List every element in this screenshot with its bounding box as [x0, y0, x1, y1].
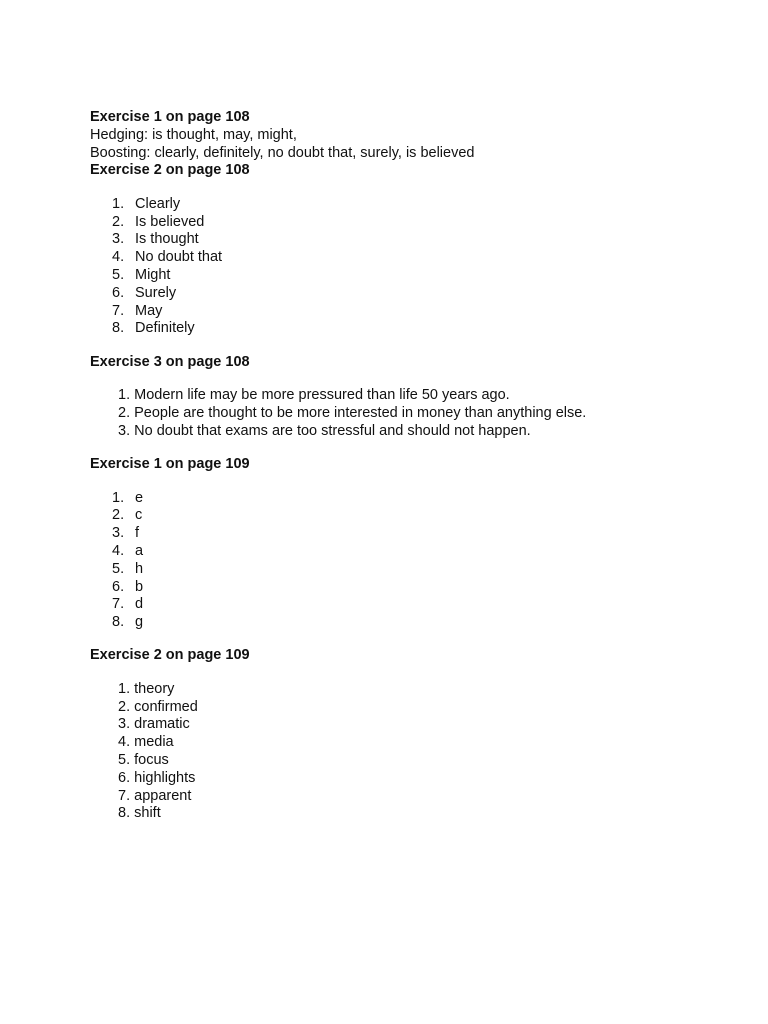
section-heading: Exercise 2 on page 108: [90, 162, 250, 179]
list-item: 8. Definitely: [112, 320, 195, 337]
list-item: 8. g: [112, 614, 144, 631]
list-item: 3. f: [112, 525, 140, 542]
list-item: 7. May: [112, 302, 163, 319]
answer-list: [90, 196, 730, 338]
section-heading: Exercise 2 on page 109: [90, 647, 250, 664]
list-item: 6. Surely: [112, 284, 177, 301]
list-item: 5. Might: [112, 266, 171, 283]
section-heading: Exercise 1 on page 108: [90, 109, 250, 125]
list-item: 1. theory: [118, 680, 175, 697]
list-item: 3. No doubt that exams are too stressful and should not happen.: [118, 422, 531, 439]
answer-list: [90, 490, 730, 632]
list-item: 4. No doubt that: [112, 249, 223, 266]
list-item: 1. Clearly: [112, 195, 181, 212]
document-page: [90, 109, 730, 823]
answer-list: [90, 387, 730, 440]
list-item: 3. dramatic: [118, 716, 190, 733]
list-item: 8. shift: [118, 805, 161, 822]
list-item: 4. media: [118, 734, 174, 751]
list-item: 2. People are thought to be more interested in money than anything else.: [118, 404, 587, 421]
list-item: 7. d: [112, 596, 144, 613]
list-item: 1. e: [112, 489, 144, 506]
list-item: 5. focus: [118, 752, 169, 769]
list-item: 6. b: [112, 578, 144, 595]
hedging-line: Hedging: is thought, may, might,: [90, 126, 297, 143]
list-item: 2. c: [112, 507, 143, 524]
list-item: 5. h: [112, 560, 144, 577]
list-item: 7. apparent: [118, 787, 192, 804]
answer-list: [90, 681, 730, 823]
section-heading: Exercise 1 on page 109: [90, 456, 250, 473]
list-item: 2. Is believed: [112, 213, 205, 230]
list-item: 1. Modern life may be more pressured than life 50 years ago.: [118, 387, 510, 404]
list-item: 2. confirmed: [118, 698, 198, 715]
list-item: 6. highlights: [118, 769, 196, 786]
list-item: 4. a: [112, 542, 144, 559]
list-item: 3. Is thought: [112, 231, 199, 248]
section-heading: Exercise 3 on page 108: [90, 353, 250, 370]
boosting-line: Boosting: clearly, definitely, no doubt that, surely, is believed: [90, 144, 475, 161]
